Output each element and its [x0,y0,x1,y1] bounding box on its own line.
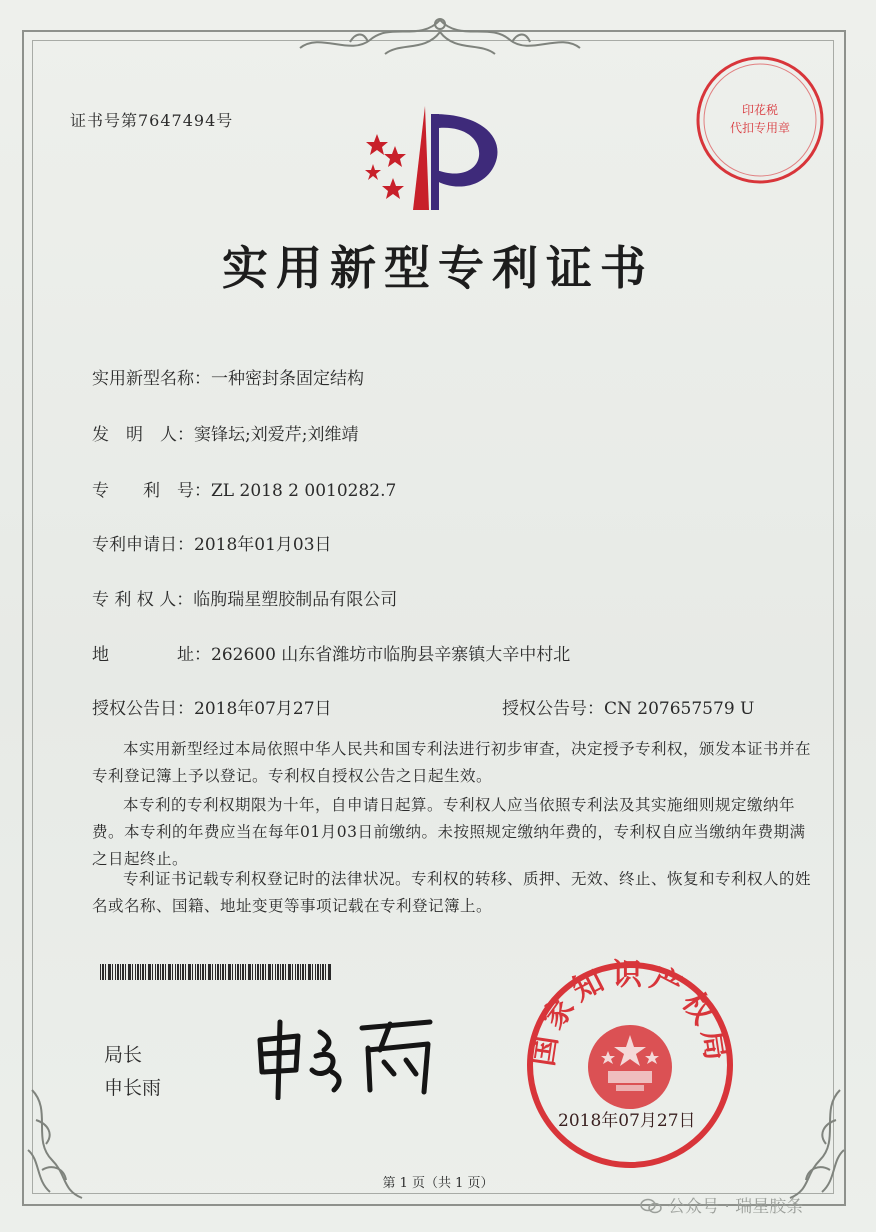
seal-date: 2018年07月27日 [558,1111,696,1131]
state-ip-office-seal-icon [520,955,740,1175]
field-address [92,640,570,665]
field-patent-number [92,476,396,501]
field-patentee [92,585,397,610]
paragraph-2: 本专利的专利权期限为十年，自申请日起算。专利权人应当依照专利法及其实施细则规定缴纳年费。本专利的年费应当在每年01月03日前缴纳。未按照规定缴纳年费的，专利权自应当缴纳年费期满之日起终止。 [92,796,806,868]
certificate-title: 实用新型专利证书 [222,241,654,295]
svg-text:印花税: 印花税 [741,103,779,117]
paragraph-3: 专利证书记载专利权登记时的法律状况。专利权的转移、质押、无效、终止、恢复和专利权人的姓名或名称、国籍、地址变更等事项记载在专利登记簿上。 [92,870,812,915]
tax-seal-icon [690,50,830,190]
field-inventors [92,420,358,445]
watermark-text: 公众号 · 瑞星胶条 [668,1197,804,1217]
field-grant-number [502,694,754,719]
field-value: 窦锋坛;刘爱芹;刘维靖 [194,425,359,445]
field-label: 专利申请日： [92,535,194,555]
field-label: 地 址： [92,645,211,665]
wechat-icon [640,1198,662,1214]
patent-office-logo-icon [355,100,505,220]
field-value: 临朐瑞星塑胶制品有限公司 [193,590,398,610]
field-label: 实用新型名称： [92,369,211,389]
paragraph-1: 本实用新型经过本局依照中华人民共和国专利法进行初步审查，决定授予专利权，颁发本证书并在专利登记簿上予以登记。专利权自授权公告之日起生效。 [92,740,812,785]
certificate-number: 证书号第7647494号 [70,111,234,130]
field-label: 专 利 号： [92,481,211,501]
svg-text:代扣专用章: 代扣专用章 [729,121,791,135]
field-label: 授权公告号： [502,699,604,719]
national-emblem-icon [588,1025,672,1109]
field-value: 2018年01月03日 [194,535,332,555]
watermark [640,1192,803,1217]
barcode-icon [100,964,332,980]
signature-image [250,1010,450,1100]
field-value: 2018年07月27日 [194,699,332,719]
field-label: 授权公告日： [92,699,194,719]
field-utility-model-name [92,364,364,389]
signatory-name: 申长雨 [104,1077,162,1099]
seal-text: 国家知识产权局 [525,957,735,1069]
field-label: 专 利 权 人： [92,590,194,610]
ornament-top-icon [290,12,590,67]
field-value: CN 207657579 U [604,699,755,719]
signatory-role: 局长 [104,1044,143,1066]
field-value: 262600 山东省潍坊市临朐县辛寨镇大辛中村北 [211,645,571,665]
field-value: 一种密封条固定结构 [211,369,364,389]
field-value: ZL 2018 2 0010282.7 [211,481,397,501]
field-grant-date [92,694,332,719]
field-label: 发 明 人： [92,425,194,445]
page-number: 第 1 页（共 1 页） [382,1176,494,1191]
field-filing-date [92,530,332,555]
